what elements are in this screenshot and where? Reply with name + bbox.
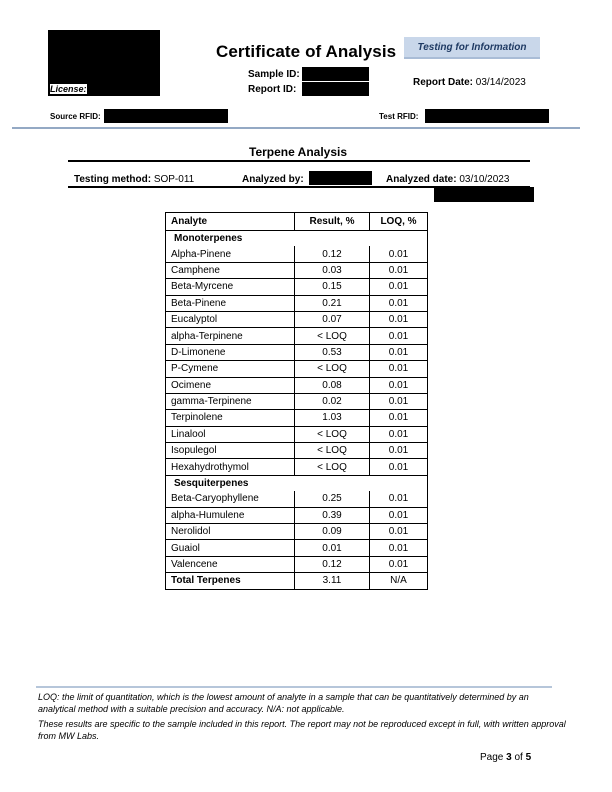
result-value: 0.03 [295, 262, 370, 278]
redacted-analyzed-info [434, 187, 534, 202]
table-group-row [166, 475, 428, 491]
loq-value: 0.01 [370, 459, 428, 475]
loq-value: 0.01 [370, 393, 428, 409]
analyte-name: Camphene [166, 262, 295, 278]
result-value: 0.12 [295, 246, 370, 262]
table-row [166, 344, 428, 360]
result-value: 1.03 [295, 410, 370, 426]
report-date-value: 03/14/2023 [475, 77, 526, 88]
result-value: 0.12 [295, 556, 370, 572]
loq-value: 0.01 [370, 491, 428, 507]
terpene-results-table [165, 212, 428, 590]
analyzed-by-label: Analyzed by: [242, 174, 304, 185]
loq-value: 0.01 [370, 344, 428, 360]
loq-value: 0.01 [370, 361, 428, 377]
analyte-name: Beta-Caryophyllene [166, 491, 295, 507]
analyte-name: Beta-Myrcene [166, 279, 295, 295]
table-row [166, 262, 428, 278]
loq-footnote: LOQ: the limit of quantitation, which is the lowest amount of analyte in a sample that can be quantitatively determined by an analytical method with a suitable precision and accuracy. N/A: not applicable. [38, 692, 529, 714]
table-row [166, 295, 428, 311]
report-id-label: Report ID: [248, 84, 297, 95]
result-value: 0.02 [295, 393, 370, 409]
analyte-name: Valencene [166, 556, 295, 572]
source-rfid-label: Source RFID: [50, 112, 101, 121]
loq-value: 0.01 [370, 311, 428, 327]
table-row [166, 361, 428, 377]
result-value: < LOQ [295, 459, 370, 475]
result-value: 0.53 [295, 344, 370, 360]
analyte-name: Beta-Pinene [166, 295, 295, 311]
analyte-name: Isopulegol [166, 443, 295, 459]
page-title: Certificate of Analysis [216, 42, 397, 61]
table-row [166, 410, 428, 426]
result-value: < LOQ [295, 426, 370, 442]
table-row [166, 311, 428, 327]
loq-value: 0.01 [370, 410, 428, 426]
table-header-row [166, 213, 428, 231]
total-label: Total Terpenes [166, 573, 295, 589]
group-label: Sesquiterpenes [174, 478, 249, 490]
table-row [166, 491, 428, 507]
report-date [413, 77, 526, 88]
sample-id-label: Sample ID: [248, 69, 300, 80]
result-value: 0.15 [295, 279, 370, 295]
loq-value: 0.01 [370, 443, 428, 459]
table-row [166, 540, 428, 556]
loq-value: 0.01 [370, 540, 428, 556]
result-value: 0.01 [295, 540, 370, 556]
table-row [166, 328, 428, 344]
report-date-label: Report Date: [413, 77, 474, 88]
result-value: < LOQ [295, 361, 370, 377]
page-current: 3 [506, 752, 512, 763]
analyte-name: Eucalyptol [166, 311, 295, 327]
table-row [166, 393, 428, 409]
table-row [166, 377, 428, 393]
analyte-name: Alpha-Pinene [166, 246, 295, 262]
redacted-report-id [302, 82, 369, 96]
header-divider [12, 127, 580, 129]
table-group-row [166, 231, 428, 247]
result-value: 0.21 [295, 295, 370, 311]
analyte-name: Terpinolene [166, 410, 295, 426]
result-value: < LOQ [295, 328, 370, 344]
analyte-name: gamma-Terpinene [166, 393, 295, 409]
testing-method [74, 174, 194, 185]
result-value: 0.25 [295, 491, 370, 507]
result-value: < LOQ [295, 443, 370, 459]
test-rfid-label: Test RFID: [379, 112, 419, 121]
analyte-name: Nerolidol [166, 524, 295, 540]
redacted-license [87, 82, 159, 96]
table-total-row [166, 573, 428, 589]
analyte-name: D-Limonene [166, 344, 295, 360]
table-row [166, 443, 428, 459]
table-row [166, 507, 428, 523]
testing-method-value: SOP-011 [153, 174, 195, 185]
analyte-name: Ocimene [166, 377, 295, 393]
table-body [166, 231, 428, 590]
loq-value: 0.01 [370, 246, 428, 262]
analyzed-date-value: 03/10/2023 [459, 174, 510, 185]
group-label: Monoterpenes [174, 233, 243, 245]
analyte-name: alpha-Terpinene [166, 328, 295, 344]
column-header-analyte: Analyte [166, 213, 295, 231]
result-value: 0.08 [295, 377, 370, 393]
column-header-result: Result, % [295, 213, 370, 231]
loq-value: 0.01 [370, 328, 428, 344]
footer-divider [36, 686, 552, 688]
disclaimer-footnote: These results are specific to the sample included in this report. The report may not be reproduced except in full, with written approval from MW Labs. [38, 719, 566, 741]
column-header-loq: LOQ, % [370, 213, 428, 231]
analyte-name: Linalool [166, 426, 295, 442]
analyte-name: alpha-Humulene [166, 507, 295, 523]
analyte-name: Hexahydrothymol [166, 459, 295, 475]
analyte-name: P-Cymene [166, 361, 295, 377]
table-row [166, 246, 428, 262]
total-loq: N/A [370, 573, 428, 589]
loq-value: 0.01 [370, 262, 428, 278]
section-title: Terpene Analysis [249, 145, 348, 159]
status-badge: Testing for Information [404, 37, 540, 59]
testing-method-label: Testing method: [74, 174, 152, 185]
section-divider [68, 160, 530, 162]
loq-value: 0.01 [370, 295, 428, 311]
total-result: 3.11 [295, 573, 370, 589]
result-value: 0.39 [295, 507, 370, 523]
loq-value: 0.01 [370, 426, 428, 442]
analyzed-date [386, 174, 509, 185]
result-value: 0.07 [295, 311, 370, 327]
redacted-source-rfid [104, 109, 228, 123]
page-of: of [514, 752, 523, 763]
redacted-analyst [309, 171, 372, 185]
analyte-name: Guaiol [166, 540, 295, 556]
redacted-sample-id [302, 67, 369, 81]
loq-value: 0.01 [370, 279, 428, 295]
table-row [166, 279, 428, 295]
loq-value: 0.01 [370, 524, 428, 540]
table-row [166, 459, 428, 475]
loq-value: 0.01 [370, 507, 428, 523]
table-row [166, 524, 428, 540]
table-row [166, 426, 428, 442]
table-row [166, 556, 428, 572]
loq-value: 0.01 [370, 556, 428, 572]
license-label: License: [50, 84, 87, 94]
page-prefix: Page [480, 752, 504, 763]
redacted-test-rfid [425, 109, 549, 123]
page-total: 5 [525, 752, 532, 763]
result-value: 0.09 [295, 524, 370, 540]
analyzed-date-label: Analyzed date: [386, 174, 457, 185]
loq-value: 0.01 [370, 377, 428, 393]
page-number [480, 752, 531, 763]
